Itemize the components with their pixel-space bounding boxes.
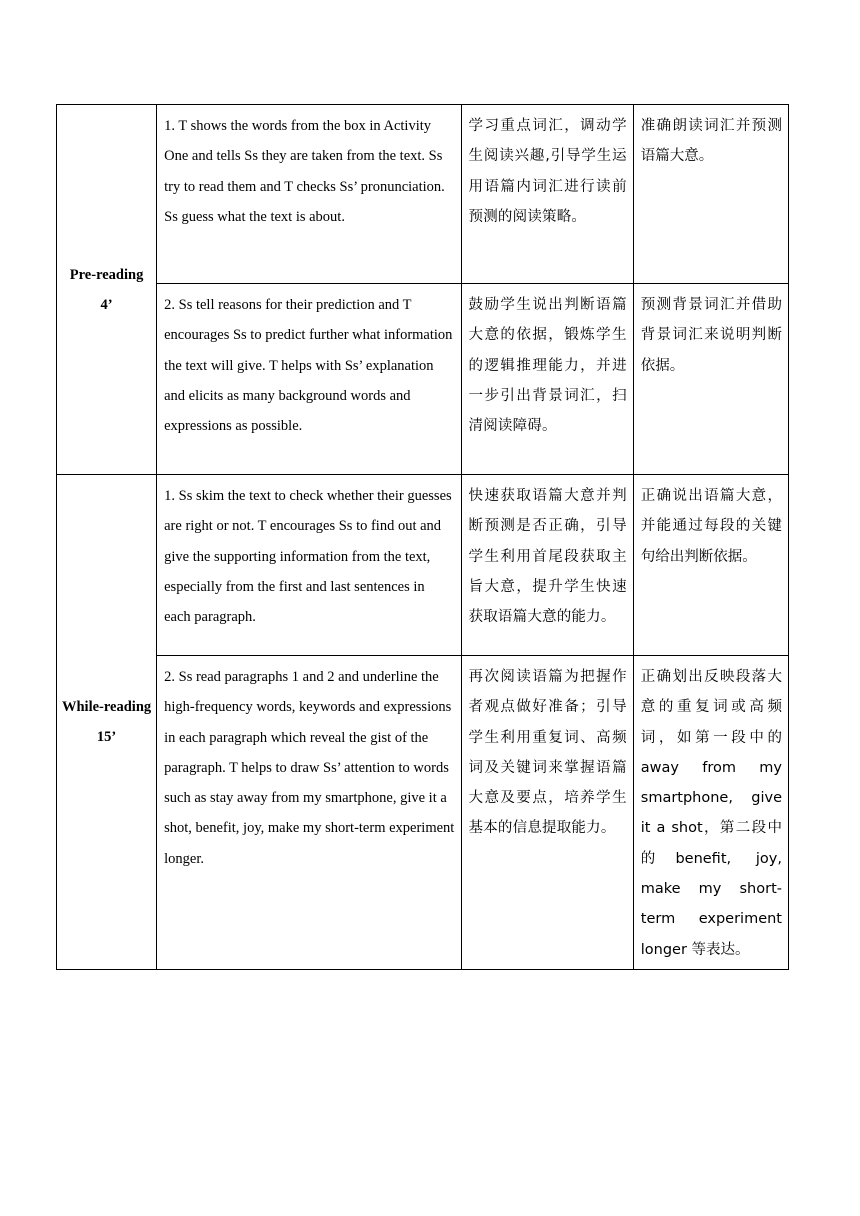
outcome-cell: 正确说出语篇大意，并能通过每段的关键句给出判断依据。 [633,475,788,656]
lesson-plan-table [56,104,789,970]
activity-cell: 1. T shows the words from the box in Activity One and tells Ss they are taken from the text. Ss try to read them and T checks Ss’ pronunciation. Ss guess what the text is about. [157,105,461,284]
stage-time: 15’ [96,728,117,745]
table-row [57,475,789,656]
outcome-cell: 正确划出反映段落大意的重复词或高频词，如第一段中的away from my smartphone, give it a shot，第二段中的benefit, joy, make my short-term experiment longer 等表达。 [633,656,788,970]
stage-name: While-reading [61,698,152,715]
purpose-cell: 鼓励学生说出判断语篇大意的依据，锻炼学生的逻辑推理能力，并进一步引出背景词汇，扫清阅读障碍。 [461,284,633,475]
stage-cell-pre-reading [57,105,157,475]
stage-time: 4’ [100,296,113,313]
stage-cell-while-reading [57,475,157,970]
activity-cell: 1. Ss skim the text to check whether their guesses are right or not. T encourages Ss to find out and give the supporting information from the text, especially from the first and last sentences in each paragraph. [157,475,461,656]
stage-name: Pre-reading [69,266,144,283]
activity-cell: 2. Ss tell reasons for their prediction and T encourages Ss to predict further what information the text will give. T helps with Ss’ explanation and elicits as many background words and expressions as possible. [157,284,461,475]
table-row [57,105,789,284]
outcome-cell: 预测背景词汇并借助背景词汇来说明判断依据。 [633,284,788,475]
purpose-cell: 快速获取语篇大意并判断预测是否正确，引导学生利用首尾段获取主旨大意，提升学生快速获取语篇大意的能力。 [461,475,633,656]
outcome-cell: 准确朗读词汇并预测语篇大意。 [633,105,788,284]
table-row [57,284,789,475]
activity-cell: 2. Ss read paragraphs 1 and 2 and underline the high-frequency words, keywords and expressions in each paragraph which reveal the gist of the paragraph. T helps to draw Ss’ attention to words such as stay away from my smartphone, give it a shot, benefit, joy, make my short-term experiment longer. [157,656,461,970]
purpose-cell: 再次阅读语篇为把握作者观点做好准备；引导学生利用重复词、高频词及关键词来掌握语篇大意及要点，培养学生基本的信息提取能力。 [461,656,633,970]
table-row [57,656,789,970]
purpose-cell: 学习重点词汇，调动学生阅读兴趣,引导学生运用语篇内词汇进行读前预测的阅读策略。 [461,105,633,284]
